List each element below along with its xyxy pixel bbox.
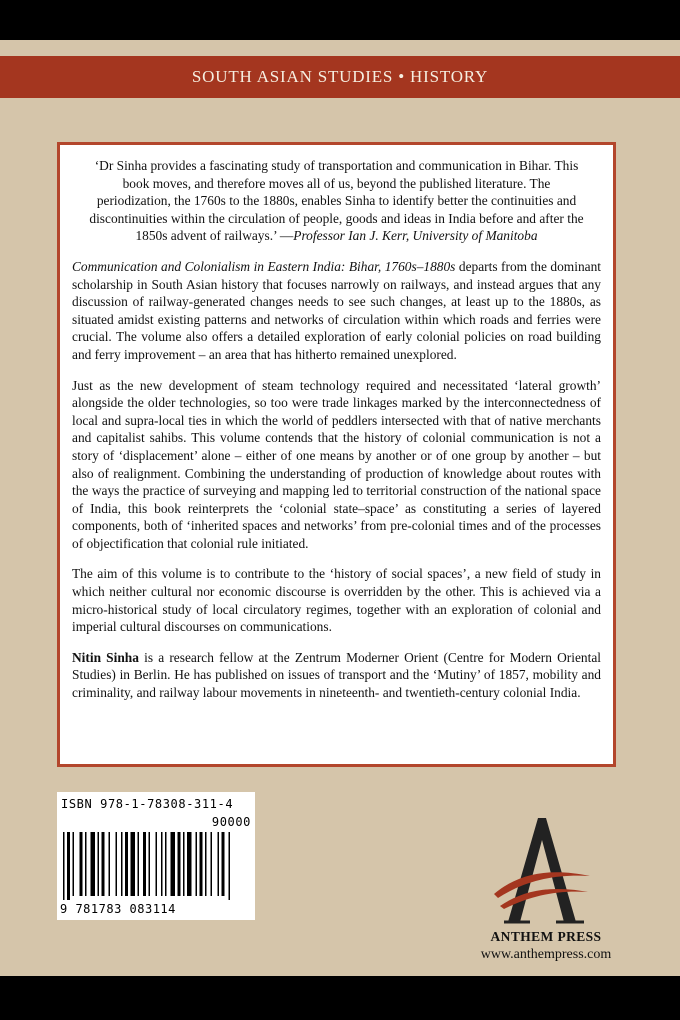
summary-paragraph-2: Just as the new development of steam technology required and necessitated ‘lateral growth’ alongside the older technologies, so too were trade linkages marked by the interconnectedness of local and supra-local ties in which the world of peddlers intersected with that of native merchants and capitalist sahibs. This volume contends that the history of colonial communication is not a story of ‘displacement’ alone – either of one means by another or of one group by another – but also of realignment. Combining the understanding of production of knowledge about routes with the ways the practice of surveying and mapping led to territorial construction of the national space of India, this book reinterprets the ‘colonial state–space’ as constituting a series of layered components, both of ‘inherited spaces and networks’ from pre-colonial times and of the processes of objectification that colonial rule initiated. <box>72 377 601 551</box>
publisher-block <box>462 928 630 964</box>
publisher-url[interactable]: www.anthempress.com <box>480 947 612 962</box>
price-code: 90000 <box>211 815 251 829</box>
isbn-barcode <box>57 792 255 920</box>
anthem-a-logo-icon <box>490 810 594 930</box>
author-name: Nitin Sinha <box>72 649 139 665</box>
description-panel <box>57 142 616 767</box>
back-cover <box>0 40 680 976</box>
barcode-bars <box>63 832 249 900</box>
summary-paragraph-1 <box>72 258 601 364</box>
summary-paragraph-3: The aim of this volume is to contribute to the ‘history of social spaces’, a new field of study in which neither cultural nor economic discourse is overridden by the other. This is achieved via a micro-historical study of local circulatory regimes, together with an exploration of colonial and imperial cultural discourses on communications. <box>72 566 601 635</box>
review-quote <box>72 157 601 245</box>
quote-text: ‘Dr Sinha provides a fascinating study of transportation and communication in Bihar. This book moves, and therefore moves all of us, beyond the published literature. The periodization, the 1760s to the 1880s, enables Sinha to identify better the continuities and discontinuities within the circulation of people, goods and ideas in India before and after the 1850s advent of railways.’ — <box>89 158 584 244</box>
barcode-number: 9 781783 083114 <box>60 902 176 916</box>
series-banner: SOUTH ASIAN STUDIES • HISTORY <box>0 56 680 98</box>
author-bio-text: is a research fellow at the Zentrum Moderner Orient (Centre for Modern Oriental Studies) in Berlin. He has published on issues of transport and the ‘Mutiny’ of 1857, mobility and criminality, and railway labour movements in nineteenth- and twentieth-century colonial India. <box>72 649 602 701</box>
book-title: Communication and Colonialism in Eastern India: Bihar, 1760s–1880s <box>72 258 456 274</box>
quote-attribution: Professor Ian J. Kerr, University of Manitoba <box>293 228 538 244</box>
publisher-name: ANTHEM PRESS <box>490 929 602 944</box>
isbn-label: ISBN 978-1-78308-311-4 <box>61 797 234 811</box>
author-bio <box>72 649 601 702</box>
summary-paragraph-1-text: departs from the dominant scholarship in South Asian history that focuses narrowly on railways, and instead argues that any discussion of railway-generated changes needs to see such changes, at least up to the 1880s, as situated amidst existing patterns and networks of circulation within which roads and ferries were crucial. The volume also offers a detailed exploration of early colonial policies on road building and ferry improvement – an area that has hitherto remained unexplored. <box>72 258 601 362</box>
